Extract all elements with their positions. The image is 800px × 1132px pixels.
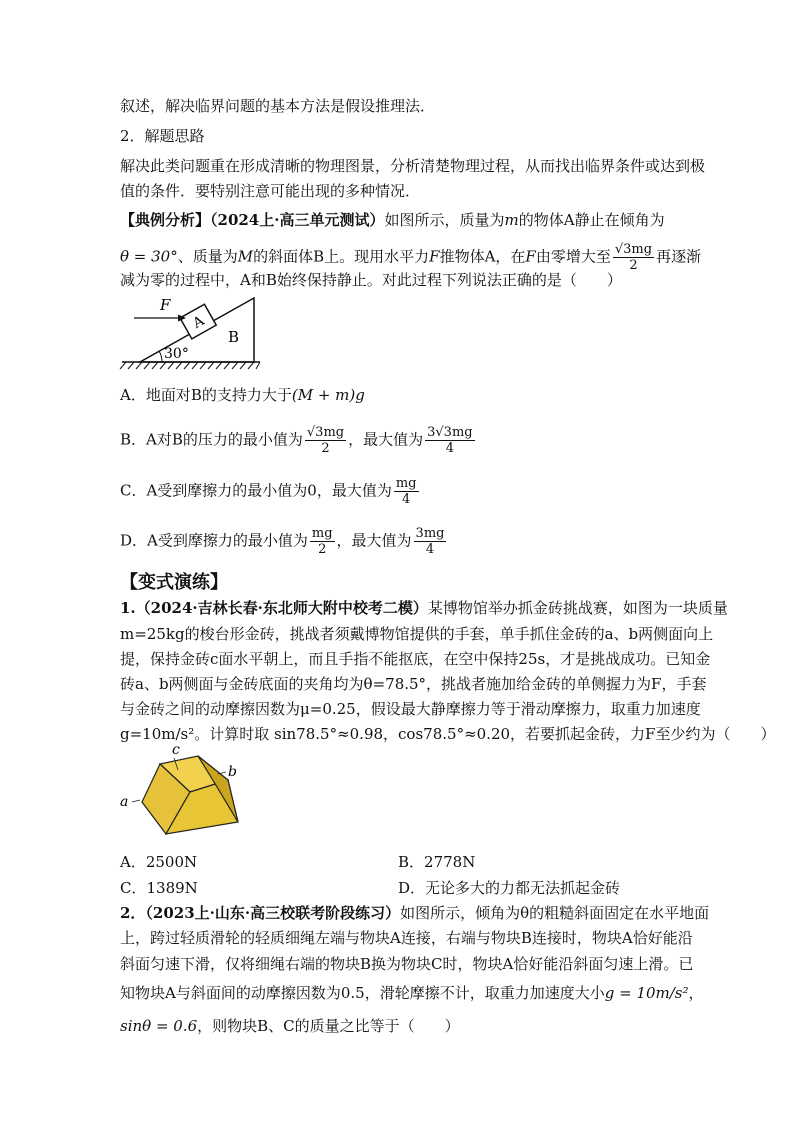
option-C: C．A受到摩擦力的最小值为0，最大值为 $\frac{mg}{4}$ xyxy=(120,476,417,507)
angle-label: 30° xyxy=(164,346,189,362)
q1-line-5: 与金砖之间的动摩擦因数为μ=0.25，假设最大静摩擦力等于滑动摩擦力，取重力加速度 xyxy=(120,700,701,718)
label-a: a xyxy=(120,794,129,810)
example-tag: 【典例分析】（2024上·高三单元测试） xyxy=(120,211,385,229)
intro-line-1: 叙述，解决临界问题的基本方法是假设推理法． xyxy=(120,97,436,115)
example-line-2: θ = 30°、质量为M的斜面体B上。现用水平力F推物体A，在F由零增大至 $\frac{√3mg}{2}$ 再逐渐 xyxy=(120,242,702,273)
angle-arc xyxy=(159,351,162,362)
label-b: b xyxy=(228,764,237,780)
option-A: A．地面对B的支持力大于(M + m)g xyxy=(120,386,365,404)
intro-line-2: 2．解题思路 xyxy=(120,127,205,145)
q1-line-4: 砖a、b两侧面与金砖底面的夹角均为θ=78.5°，挑战者施加给金砖的单侧握力为F，手套 xyxy=(120,675,707,693)
q2-line-3: 斜面匀速下滑，仅将细绳右端的物块B换为物块C时，物块A恰好能沿斜面匀速上滑。已 xyxy=(120,955,694,973)
example-line-3: 减为零的过程中，A和B始终保持静止。对此过程下列说法正确的是（ ） xyxy=(120,271,622,289)
q1-line-1: 1.（2024·吉林长春·东北师大附中校考二模）某博物馆举办抓金砖挑战赛，如图为一块质量 xyxy=(120,599,728,617)
force-label: F xyxy=(160,296,171,314)
block-A xyxy=(180,304,216,339)
section-heading: 【变式演练】 xyxy=(120,572,228,593)
q1-option-A: A．2500N xyxy=(120,853,198,871)
q1-line-2: m=25kg的梭台形金砖，挑战者须戴博物馆提供的手套，单手抓住金砖的a、b两侧面向上 xyxy=(120,625,714,643)
ground-hatching xyxy=(120,362,260,369)
intro-line-4: 值的条件．要特别注意可能出现的多种情况． xyxy=(120,182,421,200)
option-D: D．A受到摩擦力的最小值为 $\frac{mg}{2}$ ，最大值为 $\frac{3mg}{4}$ xyxy=(120,526,445,557)
q2-line-5: sinθ = 0.6，则物块B、C的质量之比等于（ ） xyxy=(120,1017,460,1035)
q2-line-2: 上，跨过轻质滑轮的轻质细绳左端与物块A连接，右端与物块B连接时，物块A恰好能沿 xyxy=(120,929,693,947)
q1-option-B: B．2778N xyxy=(398,853,476,871)
q2-tag: 2．（2023上·山东·高三校联考阶段练习） xyxy=(120,904,401,922)
q1-line-3: 提，保持金砖c面水平朝上，而且手指不能抠底，在空中保持25s，才是挑战成功。已知金 xyxy=(120,650,711,668)
q1-tag: 1.（2024·吉林长春·东北师大附中校考二模） xyxy=(120,599,428,617)
option-B: B．A对B的压力的最小值为 $\frac{√3mg}{2}$ ，最大值为 $\frac{3√3mg}{4}$ xyxy=(120,425,473,456)
q2-line-4: 知物块A与斜面间的动摩擦因数为0.5，滑轮摩擦不计，取重力加速度大小g = 10m/s²， xyxy=(120,984,704,1002)
example-line-1: 【典例分析】（2024上·高三单元测试）如图所示，质量为m的物体A静止在倾角为 xyxy=(120,211,665,229)
q1-option-C: C．1389N xyxy=(120,879,198,897)
fraction-sqrt3mg-over-2: $\frac{√3mg}{2}$ xyxy=(614,242,653,273)
incline-figure xyxy=(118,292,268,374)
q1-option-D: D．无论多大的力都无法抓起金砖 xyxy=(398,879,621,897)
intro-line-3: 解决此类问题重在形成清晰的物理图景，分析清楚物理过程，从而找出临界条件或达到极 xyxy=(120,157,706,175)
gold-brick-figure xyxy=(118,742,248,842)
q1-line-6: g=10m/s²。计算时取 sin78.5°≈0.98，cos78.5°≈0.20，若要抓起金砖，力F至少约为（ ） xyxy=(120,725,776,743)
q2-line-1: 2．（2023上·山东·高三校联考阶段练习）如图所示，倾角为θ的粗糙斜面固定在水平地面 xyxy=(120,904,710,922)
block-B-label: B xyxy=(228,328,240,346)
label-c: c xyxy=(172,742,180,758)
svg-text:A: A xyxy=(190,312,208,332)
